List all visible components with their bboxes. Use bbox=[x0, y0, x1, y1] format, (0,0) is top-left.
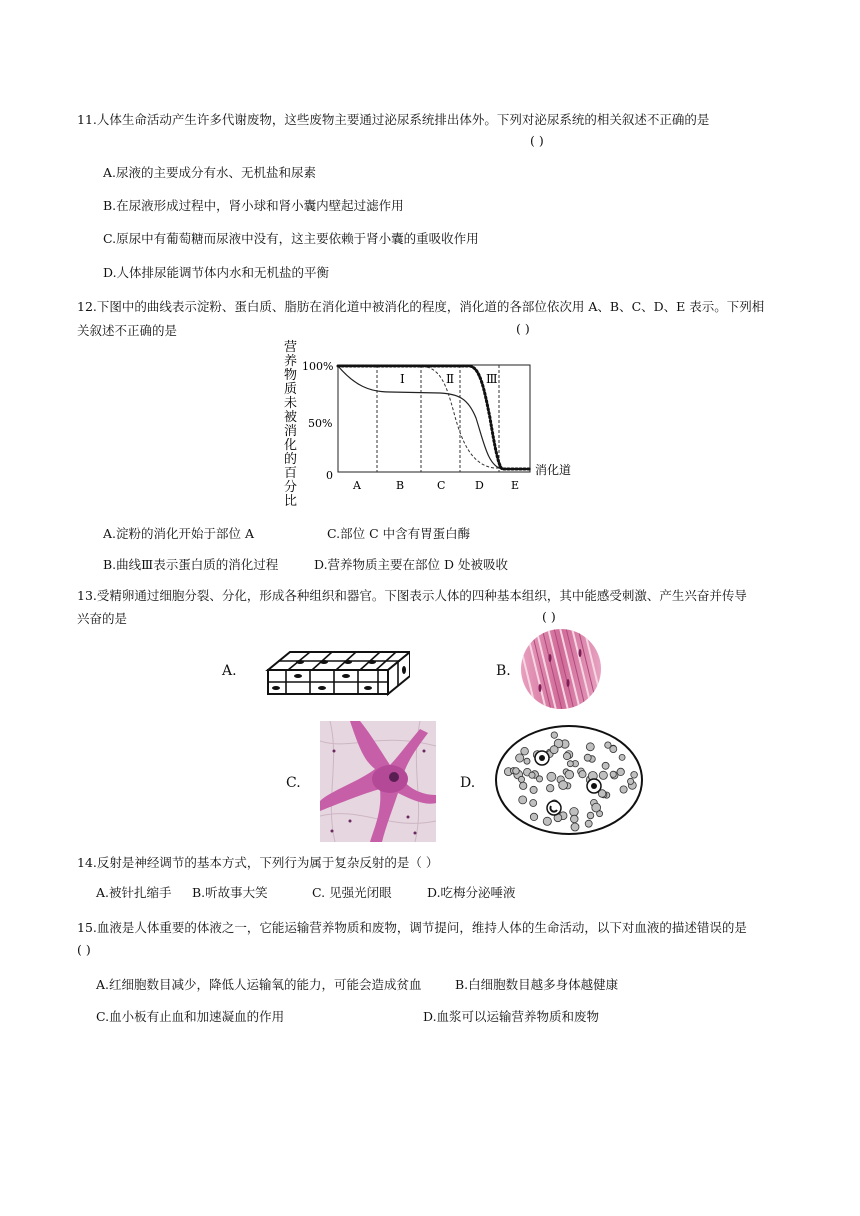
x-tick-b: B bbox=[396, 479, 405, 492]
blood-cell bbox=[559, 781, 568, 790]
blood-cell bbox=[620, 786, 627, 793]
muscle-tissue-figure bbox=[520, 628, 602, 710]
q14-option-c: C. 见强光闭眼 bbox=[312, 885, 392, 900]
y-label-char: 化 bbox=[284, 438, 298, 453]
y-label-char: 比 bbox=[284, 494, 298, 509]
blood-cell bbox=[520, 782, 527, 789]
blood-cell bbox=[587, 812, 594, 819]
blood-cell bbox=[610, 771, 616, 777]
x-tick-a: A bbox=[353, 479, 361, 492]
tissue-d-label: D. bbox=[460, 775, 476, 791]
blood-cell bbox=[585, 820, 592, 827]
blood-cell bbox=[547, 785, 554, 792]
q14-option-b: B.听故事大笑 bbox=[192, 885, 268, 900]
q12-answer-paren: ( ) bbox=[516, 321, 530, 336]
blood-cell bbox=[599, 771, 607, 779]
blood-cell bbox=[571, 823, 579, 831]
q11-answer-paren: ( ) bbox=[530, 133, 544, 148]
tissue-c-label: C. bbox=[286, 775, 301, 791]
blood-cell bbox=[565, 770, 574, 779]
y-label-char: 物 bbox=[284, 368, 298, 383]
q14-option-d: D.吃梅分泌唾液 bbox=[427, 885, 516, 900]
q14-stem: 14.反射是神经调节的基本方式，下列行为属于复杂反射的是（ ） bbox=[77, 855, 439, 870]
y-label-char: 被 bbox=[284, 410, 298, 425]
nerve-tissue-figure bbox=[320, 721, 436, 842]
blood-cell bbox=[619, 754, 625, 760]
tissue-b-label: B. bbox=[496, 663, 511, 679]
q13-answer-paren: ( ) bbox=[542, 609, 556, 624]
q13-stem-line2: 兴奋的是 bbox=[77, 611, 128, 626]
y-axis-label bbox=[284, 340, 297, 509]
y-label-char: 分 bbox=[284, 480, 298, 495]
blood-cell bbox=[519, 796, 527, 804]
q12-option-a: A.淀粉的消化开始于部位 A bbox=[103, 526, 255, 541]
blood-cell bbox=[524, 758, 530, 764]
q11-option-c: C.原尿中有葡萄糖而尿液中没有，这主要依赖于肾小囊的重吸收作用 bbox=[103, 231, 479, 246]
x-tick-c: C bbox=[437, 479, 446, 492]
q12-stem-line1: 12.下图中的曲线表示淀粉、蛋白质、脂肪在消化道中被消化的程度，消化道的各部位依次用 A、B、C、D、E 表示。下列相 bbox=[77, 299, 765, 314]
q14-option-a: A.被针扎缩手 bbox=[96, 885, 172, 900]
q11-stem: 11.人体生命活动产生许多代谢废物，这些废物主要通过泌尿系统排出体外。下列对泌尿系统的相关叙述不正确的是 bbox=[77, 112, 710, 127]
blood-cell bbox=[518, 776, 524, 782]
q11-option-b: B.在尿液形成过程中，肾小球和肾小囊内壁起过滤作用 bbox=[103, 198, 404, 213]
blood-cell bbox=[571, 815, 579, 823]
blood-cell bbox=[536, 776, 542, 782]
blood-cell bbox=[513, 768, 520, 775]
x-tick-e: E bbox=[511, 479, 520, 492]
blood-cell bbox=[530, 786, 537, 793]
y-label-char: 的 bbox=[284, 452, 298, 467]
blood-cell bbox=[530, 800, 537, 807]
blood-cell bbox=[586, 743, 594, 751]
blood-cell bbox=[631, 772, 638, 779]
epithelial-tissue-figure bbox=[260, 640, 410, 702]
y-label-char: 消 bbox=[284, 424, 298, 439]
blood-cell bbox=[543, 817, 551, 825]
label-curve-i: Ⅰ bbox=[400, 372, 405, 386]
q15-option-b: B.白细胞数目越多身体越健康 bbox=[455, 977, 619, 992]
q11-option-a: A.尿液的主要成分有水、无机盐和尿素 bbox=[103, 165, 317, 180]
tissue-a-label: A. bbox=[222, 663, 237, 679]
blood-cell bbox=[521, 747, 529, 755]
connective-tissue-figure bbox=[494, 724, 644, 836]
blood-cell bbox=[628, 778, 634, 784]
blood-cell bbox=[550, 746, 558, 754]
blood-cell bbox=[551, 732, 557, 738]
y-tick-100: 100% bbox=[302, 360, 334, 373]
q13-stem-line1: 13.受精卵通过细胞分裂、分化，形成各种组织和器官。下图表示人体的四种基本组织，其中能感受刺激、产生兴奋并传导 bbox=[77, 588, 747, 603]
q12-option-b: B.曲线Ⅲ表示蛋白质的消化过程 bbox=[103, 557, 279, 572]
blood-cell bbox=[617, 768, 624, 775]
y-tick-50: 50% bbox=[308, 417, 333, 430]
q12-option-c: C.部位 C 中含有胃蛋白酶 bbox=[327, 526, 471, 541]
label-curve-iii: Ⅲ bbox=[486, 372, 498, 386]
y-label-char: 营 bbox=[284, 340, 298, 355]
q12-stem-line2: 关叙述不正确的是 bbox=[77, 323, 178, 338]
blood-cell bbox=[570, 808, 579, 817]
q15-option-d: D.血浆可以运输营养物质和废物 bbox=[423, 1009, 600, 1024]
blood-cell bbox=[567, 761, 573, 767]
y-label-char: 未 bbox=[284, 396, 298, 411]
q15-stem-line2: ( ) bbox=[77, 942, 91, 957]
y-label-char: 百 bbox=[284, 466, 298, 481]
y-label-char: 质 bbox=[284, 382, 298, 397]
blood-cell bbox=[597, 811, 603, 817]
curve-i bbox=[338, 366, 530, 469]
blood-cell bbox=[579, 771, 586, 778]
digestion-chart bbox=[280, 338, 600, 518]
blood-cell bbox=[530, 813, 537, 820]
plot-frame bbox=[338, 365, 530, 472]
q11-option-d: D.人体排尿能调节体内水和无机盐的平衡 bbox=[103, 265, 330, 280]
blood-cell bbox=[610, 746, 617, 753]
blood-cell bbox=[547, 772, 556, 781]
label-curve-ii: Ⅱ bbox=[446, 372, 455, 386]
x-tick-d: D bbox=[475, 479, 484, 492]
blood-cell bbox=[584, 754, 591, 761]
q15-stem-line1: 15.血液是人体重要的体液之一，它能运输营养物质和废物，调节提问，维持人体的生命活动，以下对血液的描述错误的是 bbox=[77, 920, 747, 935]
y-tick-0: 0 bbox=[326, 469, 333, 482]
blood-cell bbox=[563, 753, 570, 760]
q15-option-a: A.红细胞数目减少，降低人运输氧的能力，可能会造成贫血 bbox=[96, 977, 422, 992]
q15-option-c: C.血小板有止血和加速凝血的作用 bbox=[96, 1009, 285, 1024]
blood-cell bbox=[529, 772, 535, 778]
blood-cell bbox=[516, 754, 524, 762]
y-label-char: 养 bbox=[284, 354, 298, 369]
curve-iii bbox=[338, 366, 530, 469]
x-axis-label: 消化道 bbox=[535, 463, 572, 477]
blood-cell bbox=[602, 762, 609, 769]
q12-option-d: D.营养物质主要在部位 D 处被吸收 bbox=[314, 557, 509, 572]
